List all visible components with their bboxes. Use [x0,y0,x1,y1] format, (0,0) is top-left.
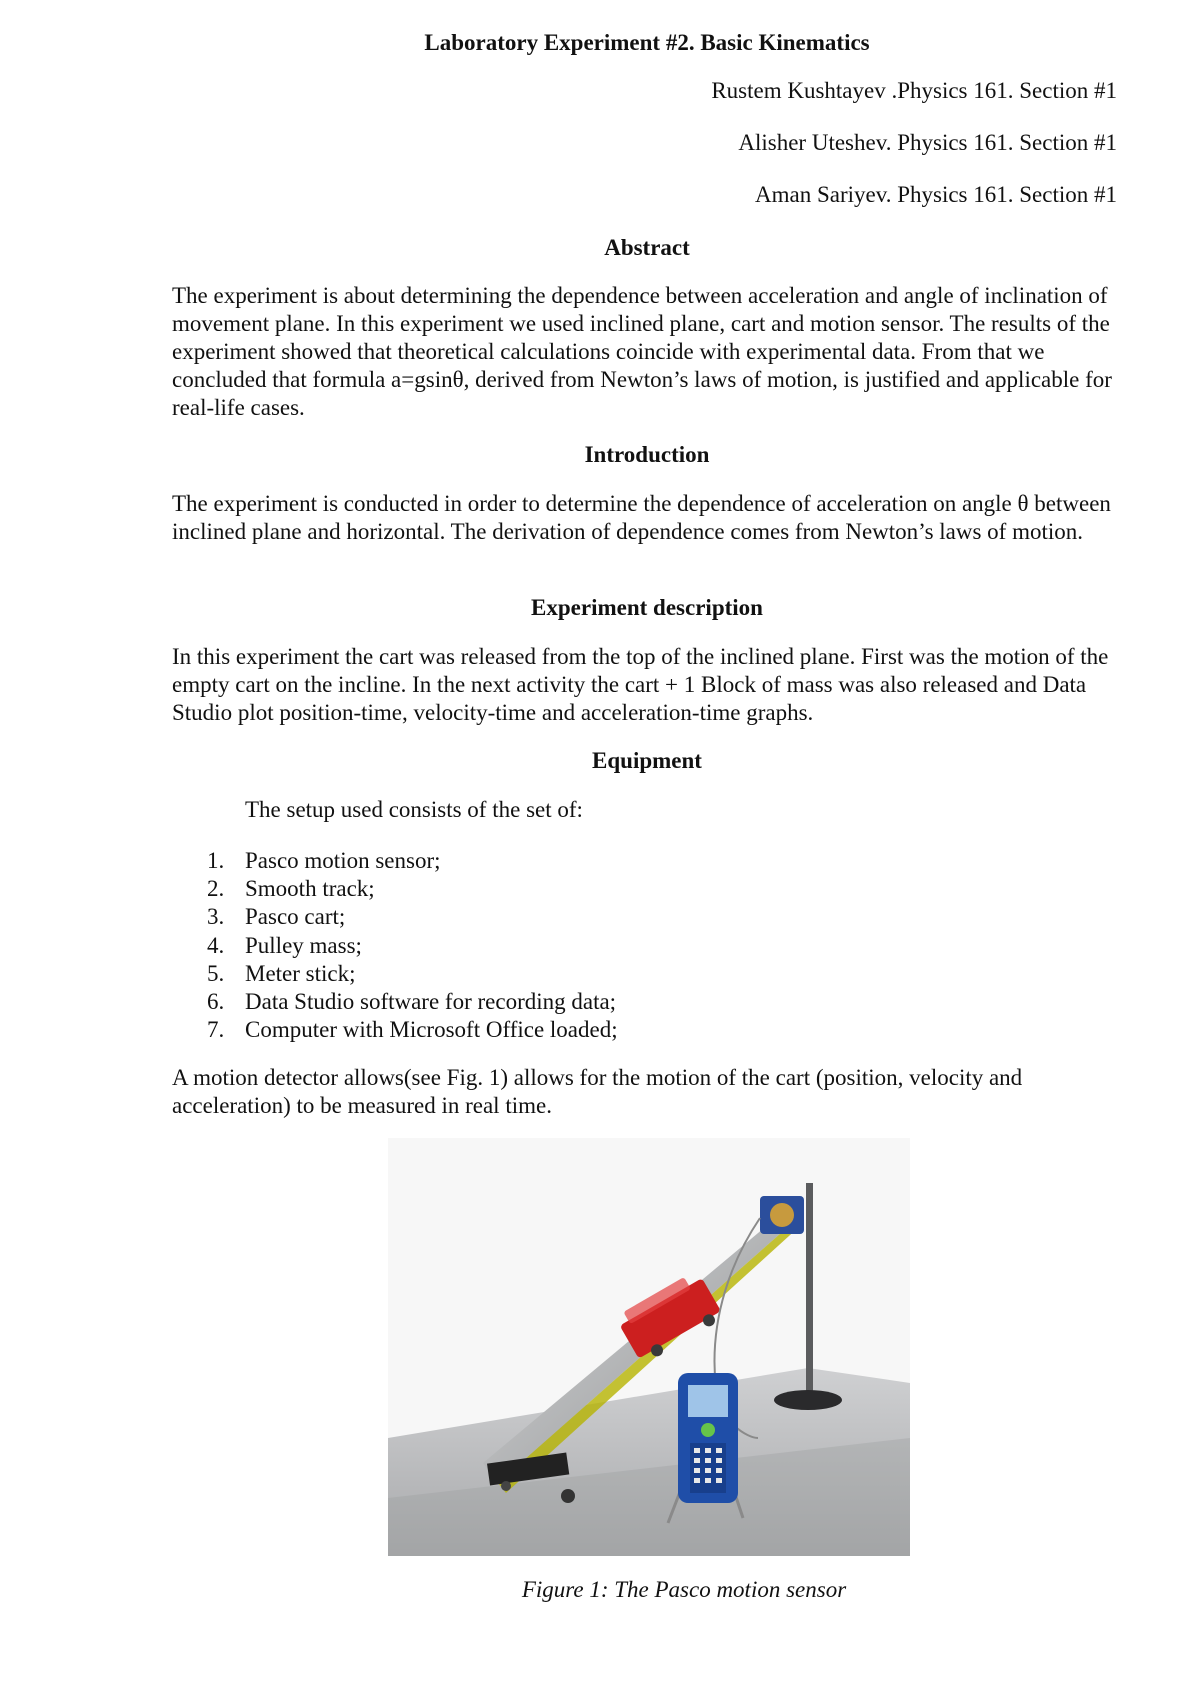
list-item: 2. Smooth track; [207,876,375,902]
equipment-intro: The setup used consists of the set of: [245,797,583,822]
sensor-disk [770,1203,794,1227]
figure-image [388,1138,910,1556]
pasco-setup-illustration [388,1138,910,1556]
author-line-3: Aman Sariyev. Physics 161. Section #1 [754,182,1117,207]
introduction-heading: Introduction [584,442,710,467]
list-item: 4. Pulley mass; [207,932,362,958]
list-item: 7. Computer with Microsoft Office loaded; [207,1017,618,1043]
document-title: Laboratory Experiment #2. Basic Kinematics [424,30,870,55]
experiment-heading: Experiment description [531,595,763,620]
experiment-text: In this experiment the cart was released from the top of the inclined plane. First was the motion of the empty cart on the incline. In the next activity the cart + 1 Block of mass was also released and Data Studio plot position-time, velocity-time and acceleration-time graphs. [172,644,1109,725]
introduction-text: The experiment is conducted in order to determine the dependence of acceleration on angle θ between inclined plane and horizontal. The derivation of dependence comes from Newton’s laws of motion. [172,491,1111,544]
figure-caption: Figure 1: The Pasco motion sensor [521,1577,847,1602]
abstract-text: The experiment is about determining the dependence between acceleration and angle of inclination of movement plane. In this experiment we used inclined plane, cart and motion sensor. The results of the experiment showed that theoretical calculations coincide with experimental data. From that we concluded that formula a=gsinθ, derived from Newton’s laws of motion, is justified and applicable for real-life cases. [172,283,1112,420]
author-line-1: Rustem Kushtayev .Physics 161. Section #1 [711,78,1117,103]
abstract-heading: Abstract [604,235,690,260]
list-item: 6. Data Studio software for recording data; [207,989,617,1015]
equipment-list [207,847,618,1044]
stand-base [774,1390,842,1410]
list-item: 1. Pasco motion sensor; [207,848,441,873]
stand-pole [806,1183,813,1398]
list-item: 5. Meter stick; [207,960,356,986]
equipment-heading: Equipment [592,748,702,773]
list-item: 3. Pasco cart; [207,904,346,930]
motion-detector-text: A motion detector allows(see Fig. 1) allows for the motion of the cart (position, velocity and acceleration) to be measured in real time. [172,1065,1023,1118]
author-line-2: Alisher Uteshev. Physics 161. Section #1 [738,130,1117,155]
